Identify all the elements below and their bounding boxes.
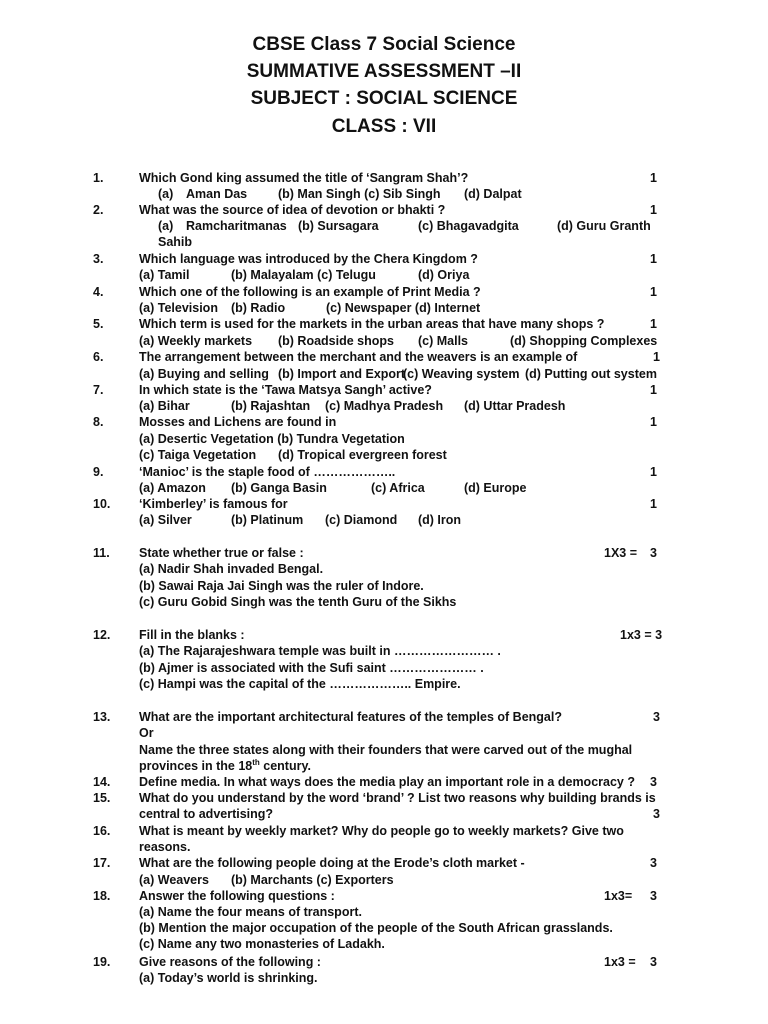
question-text: What are the important architectural features of the temples of Bengal? <box>139 710 562 724</box>
marks-label: 1x3= <box>604 889 633 903</box>
assessment-title: SUMMATIVE ASSESSMENT –II <box>246 61 522 82</box>
question-number: 4. <box>93 285 104 299</box>
option: (d) Europe <box>464 481 527 495</box>
option: (a) Television <box>139 301 218 315</box>
question-text-line2: reasons. <box>139 840 191 854</box>
sub-question: (c) Name any two monasteries of Ladakh. <box>139 937 385 951</box>
question-number: 1. <box>93 171 104 185</box>
option: (b) Platinum <box>231 513 304 527</box>
question-text: What do you understand by the word ‘brand’ ? List two reasons why building brands is <box>139 791 656 805</box>
question-number: 8. <box>93 415 104 429</box>
question-text-line2: central to advertising? <box>139 807 274 821</box>
option: (d) Iron <box>418 513 462 527</box>
ordinal-suffix: th <box>252 757 260 767</box>
question-marks: 3 <box>653 710 660 724</box>
option: (a) Buying and selling <box>139 367 269 381</box>
question-text: Which Gond king assumed the title of ‘Sangram Shah’? <box>139 171 469 185</box>
question-text: Which one of the following is an example of Print Media ? <box>139 285 481 299</box>
question-text: Answer the following questions : <box>139 889 335 903</box>
question-text: ‘Manioc’ is the staple food of ……………….. <box>139 465 396 479</box>
question-text: The arrangement between the merchant and the weavers is an example of <box>139 350 578 364</box>
question-marks: 3 <box>650 546 657 560</box>
question-marks: 1 <box>650 317 657 331</box>
question-marks: 1 <box>650 203 657 217</box>
sub-question: (a) Nadir Shah invaded Bengal. <box>139 562 324 576</box>
question-marks: 1 <box>650 171 657 185</box>
question-number: 5. <box>93 317 104 331</box>
question-marks: 1 <box>650 285 657 299</box>
question-marks: 3 <box>653 807 660 821</box>
question-number: 15. <box>93 791 111 805</box>
question-number: 17. <box>93 856 111 870</box>
question-marks: 1 <box>650 383 657 397</box>
option: (b) Marchants (c) Exporters <box>231 873 394 887</box>
question-text: What was the source of idea of devotion or bhakti ? <box>139 203 446 217</box>
option: (b) Import and Export <box>278 367 406 381</box>
question-number: 2. <box>93 203 104 217</box>
question-text: In which state is the ‘Tawa Matsya Sangh’ active? <box>139 383 432 397</box>
option: (d) Putting out system <box>525 367 657 381</box>
class-title: CLASS : VII <box>331 116 437 137</box>
option: (b) Rajashtan <box>231 399 311 413</box>
option: (a) <box>158 219 174 233</box>
question-number: 7. <box>93 383 104 397</box>
question-marks: 3 <box>650 856 657 870</box>
alternate-question-text: Name the three states along with their founders that were carved out of the mughal <box>139 743 633 757</box>
option: (a) Bihar <box>139 399 190 413</box>
option: (c) Diamond <box>325 513 398 527</box>
question-text: Mosses and Lichens are found in <box>139 415 337 429</box>
option: (c) Malls <box>418 334 469 348</box>
question-text: Give reasons of the following : <box>139 955 321 969</box>
option: (d) Dalpat <box>464 187 522 201</box>
option: (d) Guru Granth <box>557 219 651 233</box>
question-marks: 1 <box>650 465 657 479</box>
option: Aman Das <box>186 187 248 201</box>
document-title: CBSE Class 7 Social Science <box>252 34 516 55</box>
sub-question: (b) Mention the major occupation of the people of the South African grasslands. <box>139 921 613 935</box>
subject-title: SUBJECT : SOCIAL SCIENCE <box>250 88 518 109</box>
option: (a) Weekly markets <box>139 334 253 348</box>
question-number: 3. <box>93 252 104 266</box>
option: (a) Weavers <box>139 873 209 887</box>
option: (c) Madhya Pradesh <box>325 399 444 413</box>
sub-question: (a) Name the four means of transport. <box>139 905 362 919</box>
option: (b) Roadside shops <box>278 334 394 348</box>
option: (d) Tropical evergreen forest <box>278 448 447 462</box>
option: (a) Tamil <box>139 268 190 282</box>
option: (c) Weaving system <box>403 367 520 381</box>
question-number: 10. <box>93 497 111 511</box>
sub-question: (b) Sawai Raja Jai Singh was the ruler of Indore. <box>139 579 424 593</box>
option: (a) Silver <box>139 513 192 527</box>
question-marks: 3 <box>650 889 657 903</box>
option: (b) Radio <box>231 301 286 315</box>
question-text: Which term is used for the markets in the urban areas that have many shops ? <box>139 317 605 331</box>
question-text: ‘Kimberley’ is famous for <box>139 497 288 511</box>
option: (b) Malayalam (c) Telugu <box>231 268 376 282</box>
question-marks: 3 <box>650 955 657 969</box>
question-number: 14. <box>93 775 111 789</box>
option: (b) Ganga Basin <box>231 481 327 495</box>
option: Ramcharitmanas <box>186 219 287 233</box>
option: (c) Taiga Vegetation <box>139 448 257 462</box>
question-number: 18. <box>93 889 111 903</box>
sub-question: (c) Hampi was the capital of the ……………….. Empire. <box>139 677 461 691</box>
option: (d) Shopping Complexes <box>510 334 658 348</box>
sub-question: (a) Today’s world is shrinking. <box>139 971 318 985</box>
option: (d) Oriya <box>418 268 470 282</box>
question-text: What are the following people doing at the Erode’s cloth market - <box>139 856 525 870</box>
marks-label: 1X3 = <box>604 546 638 560</box>
question-number: 6. <box>93 350 104 364</box>
sub-question: (c) Guru Gobid Singh was the tenth Guru of the Sikhs <box>139 595 457 609</box>
option: (b) Sursagara <box>298 219 379 233</box>
alt-text-part: provinces in the 18 <box>139 759 253 773</box>
option: (c) Bhagavadgita <box>418 219 519 233</box>
option: (c) Newspaper (d) Internet <box>326 301 481 315</box>
sub-question: (a) The Rajarajeshwara temple was built in …………………… . <box>139 644 501 658</box>
question-marks: 1x3 = 3 <box>620 628 663 642</box>
question-marks: 3 <box>650 775 657 789</box>
option: (a) Desertic Vegetation (b) Tundra Vegetation <box>139 432 405 446</box>
or-separator: Or <box>139 726 154 740</box>
alternate-question-text-line2 <box>139 758 311 775</box>
question-number: 12. <box>93 628 111 642</box>
question-number: 16. <box>93 824 111 838</box>
question-number: 9. <box>93 465 104 479</box>
question-marks: 1 <box>650 415 657 429</box>
option: (c) Africa <box>371 481 425 495</box>
question-text: Define media. In what ways does the media play an important role in a democracy ? <box>139 775 635 789</box>
question-marks: 1 <box>650 497 657 511</box>
question-marks: 1 <box>650 252 657 266</box>
question-number: 13. <box>93 710 111 724</box>
alt-text-part: century. <box>259 759 311 773</box>
marks-label: 1x3 = <box>604 955 636 969</box>
question-marks: 1 <box>653 350 660 364</box>
option: (a) <box>158 187 174 201</box>
question-number: 11. <box>93 546 110 560</box>
option: (b) Man Singh (c) Sib Singh <box>278 187 441 201</box>
question-text: Which language was introduced by the Chera Kingdom ? <box>139 252 478 266</box>
option: (a) Amazon <box>139 481 206 495</box>
sub-question: (b) Ajmer is associated with the Sufi saint ………………… . <box>139 661 484 675</box>
question-text: State whether true or false : <box>139 546 304 560</box>
question-text: What is meant by weekly market? Why do people go to weekly markets? Give two <box>139 824 624 838</box>
option: (d) Uttar Pradesh <box>464 399 566 413</box>
question-number: 19. <box>93 955 111 969</box>
question-text: Fill in the blanks : <box>139 628 245 642</box>
option: Sahib <box>158 235 193 249</box>
